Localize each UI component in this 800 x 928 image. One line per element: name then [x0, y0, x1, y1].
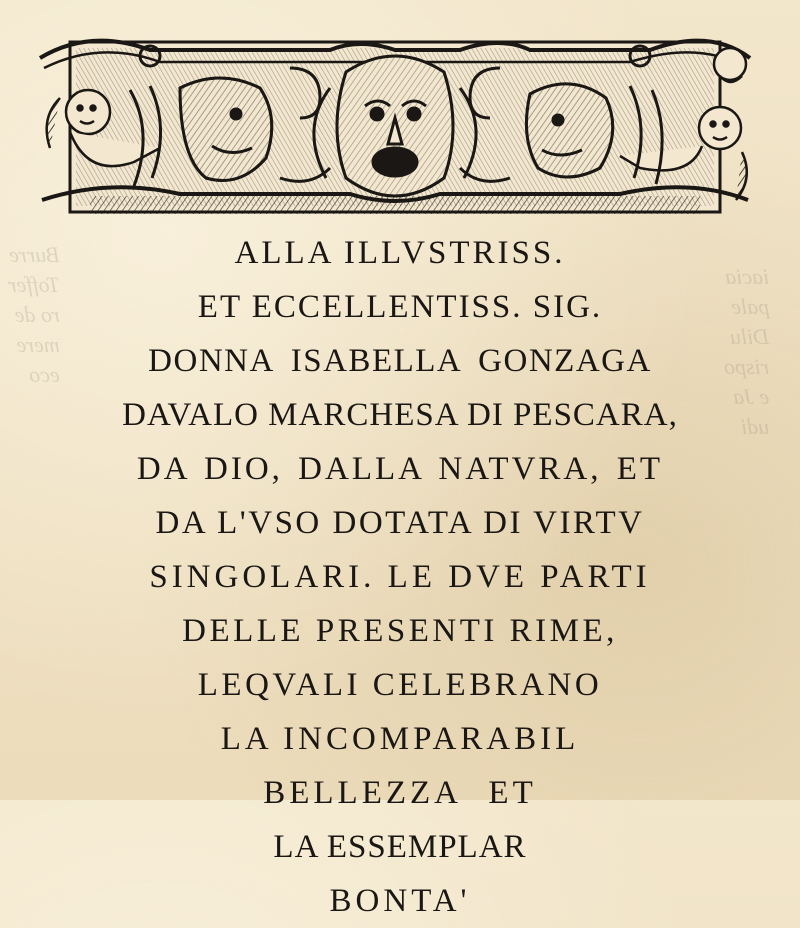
bleed-through-left: Burre Toffer ro de mere eco: [8, 242, 60, 387]
dedication-line: ET ECCELLENTISS. SIG.: [197, 289, 603, 325]
dedication-line: SINGOLARI. LE DVE PARTI: [149, 559, 651, 595]
dedication-line: DA DIO, DALLA NATVRA, ET: [136, 451, 664, 487]
woodcut-headpiece: [30, 28, 760, 224]
dedication-line: BONTA': [329, 883, 471, 919]
dedication-line: DAVALO MARCHESA DI PESCARA,: [122, 397, 678, 433]
dedication-line: BELLEZZA ET: [263, 775, 537, 811]
dedication-line: LEQVALI CELEBRANO: [197, 667, 603, 703]
bleed-through-right: iacia pale Dilu rispo e Ja udi: [724, 264, 770, 439]
dedication-line: DA L'VSO DOTATA DI VIRTV: [155, 505, 645, 541]
dedication-line: ALLA ILLVSTRISS.: [234, 235, 566, 271]
dedication-line: LA ESSEMPLAR: [273, 829, 527, 865]
dedication-line: DONNA ISABELLA GONZAGA: [148, 343, 652, 379]
dedication-text: [40, 226, 760, 928]
dedication-line: LA INCOMPARABIL: [220, 721, 580, 757]
dedication-line: DELLE PRESENTI RIME,: [182, 613, 618, 649]
